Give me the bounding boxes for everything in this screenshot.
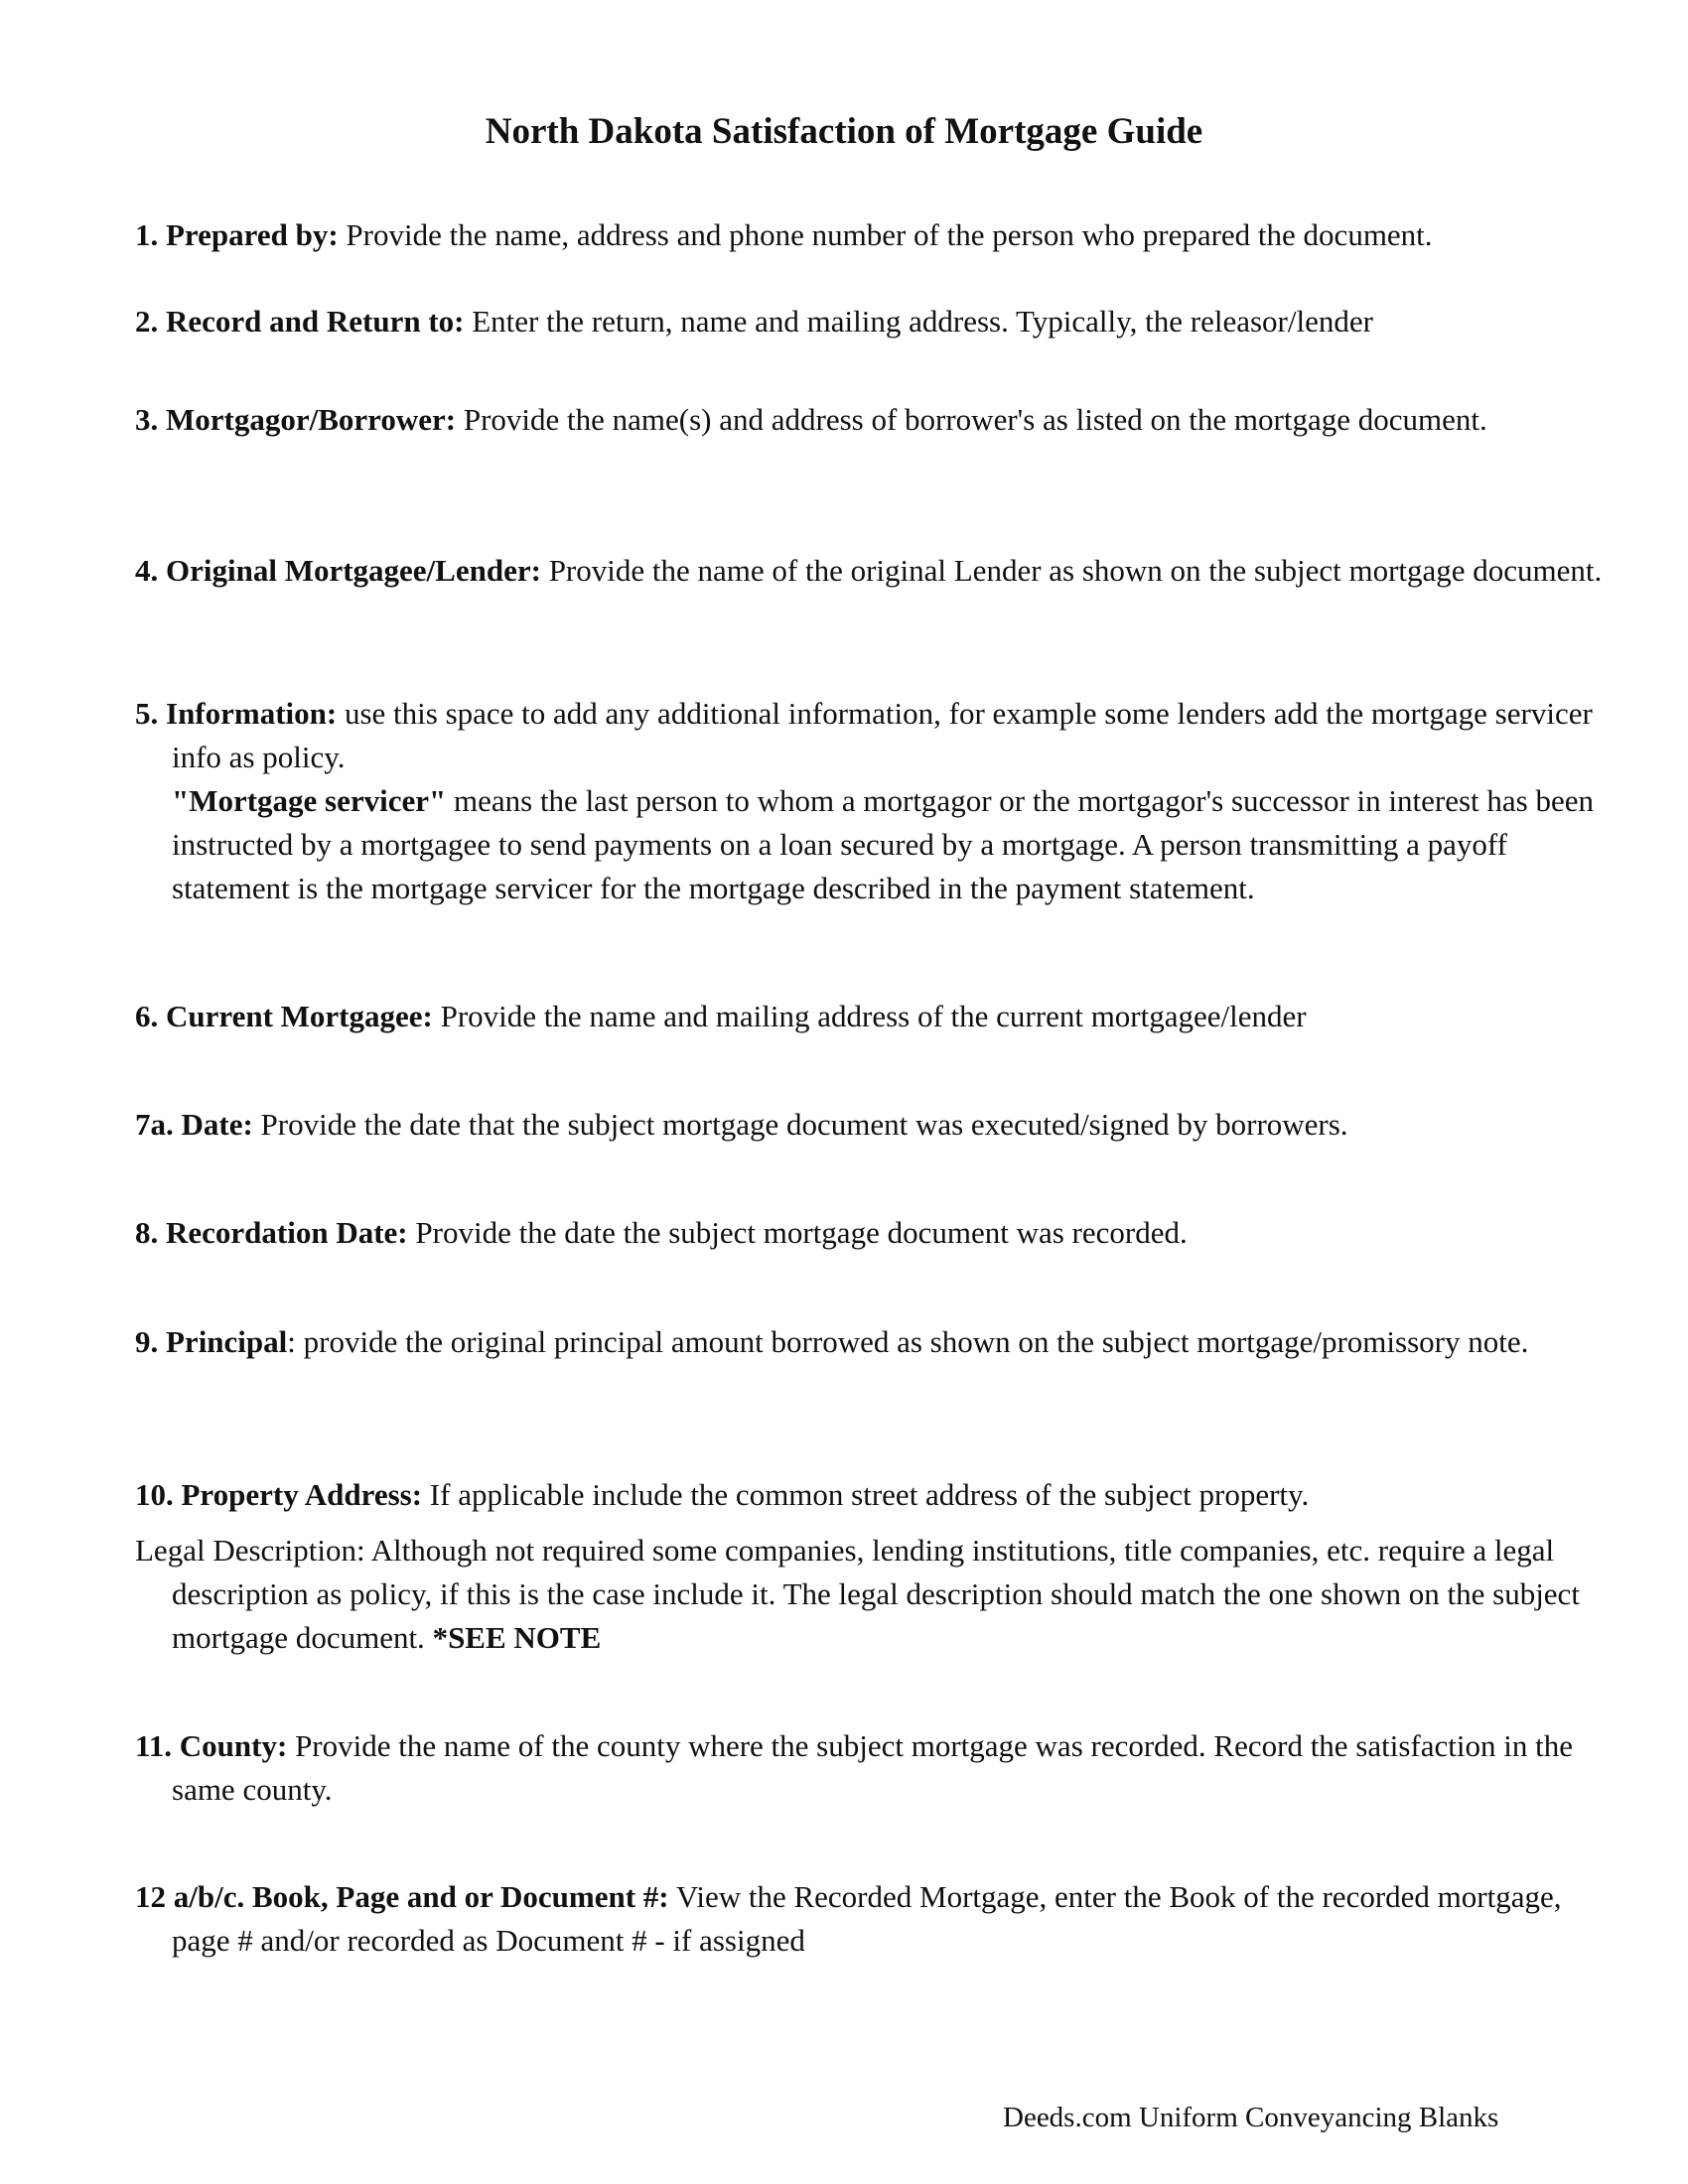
item-label: 12 a/b/c. Book, Page and or Document #: xyxy=(135,1879,669,1914)
legal-description-text: Legal Description: Although not required some companies, lending institutions, title companies, etc. require a legal description as policy, if this is the case include it. The legal description should match the one shown on the subject mortgage document. xyxy=(135,1533,1580,1655)
item-current-mortgagee xyxy=(135,995,1612,1038)
item-mortgagor xyxy=(135,398,1612,442)
item-label: 11. County: xyxy=(135,1728,288,1763)
item-label: 6. Current Mortgagee: xyxy=(135,999,433,1033)
legal-description xyxy=(135,1529,1612,1660)
item-label: 10. Property Address: xyxy=(135,1477,423,1512)
item-label: 1. Prepared by: xyxy=(135,217,339,252)
item-property-address xyxy=(135,1473,1612,1517)
item-text: use this space to add any additional information, for example some lenders add the mortgage servicer info as policy. xyxy=(172,696,1593,774)
item-information xyxy=(135,692,1612,779)
item-original-mortgagee xyxy=(135,549,1612,593)
item-recordation-date xyxy=(135,1211,1612,1255)
item-book-page-document xyxy=(135,1875,1612,1963)
item-county xyxy=(135,1724,1612,1812)
item-text: Provide the date the subject mortgage document was recorded. xyxy=(407,1215,1188,1250)
item-record-return xyxy=(135,300,1612,343)
item-text: : provide the original principal amount borrowed as shown on the subject mortgage/promissory note. xyxy=(287,1324,1529,1359)
item-text: If applicable include the common street address of the subject property. xyxy=(422,1477,1310,1512)
item-text: Provide the name, address and phone number of the person who prepared the document. xyxy=(338,217,1433,252)
item-label: 8. Recordation Date: xyxy=(135,1215,408,1250)
page-title: North Dakota Satisfaction of Mortgage Guide xyxy=(485,111,1203,152)
item-prepared-by xyxy=(135,213,1612,257)
definition-text: means the last person to whom a mortgagor or the mortgagor's successor in interest has been instructed by a mortgagee to send payments on a loan secured by a mortgage. A person transmitting a payoff statement is the mortgage servicer for the mortgage described in the payment statement. xyxy=(172,783,1594,905)
item-label: 7a. Date: xyxy=(135,1107,253,1142)
item-text: Provide the name of the county where the subject mortgage was recorded. Record the satisfaction in the same county. xyxy=(172,1728,1573,1807)
item-date xyxy=(135,1103,1612,1147)
item-text: Provide the name and mailing address of the current mortgagee/lender xyxy=(432,999,1307,1033)
item-text: Enter the return, name and mailing address. Typically, the releasor/lender xyxy=(464,304,1373,339)
item-label: 9. Principal xyxy=(135,1324,288,1359)
mortgage-servicer-definition xyxy=(135,779,1612,910)
item-label: 4. Original Mortgagee/Lender: xyxy=(135,553,541,588)
item-text: View the Recorded Mortgage, enter the Book of the recorded mortgage, page # and/or recorded as Document # - if assigned xyxy=(172,1879,1562,1958)
item-principal xyxy=(135,1320,1612,1364)
item-text: Provide the name(s) and address of borrower's as listed on the mortgage document. xyxy=(456,402,1487,437)
item-label: 3. Mortgagor/Borrower: xyxy=(135,402,457,437)
item-label: 5. Information: xyxy=(135,696,338,731)
footer-source: Deeds.com Uniform Conveyancing Blanks xyxy=(1003,2102,1499,2133)
item-text: Provide the date that the subject mortgage document was executed/signed by borrowers. xyxy=(252,1107,1348,1142)
see-note: *SEE NOTE xyxy=(432,1620,602,1655)
item-label: 2. Record and Return to: xyxy=(135,304,465,339)
definition-term: "Mortgage servicer" xyxy=(172,783,447,818)
item-text: Provide the name of the original Lender as shown on the subject mortgage document. xyxy=(540,553,1603,588)
